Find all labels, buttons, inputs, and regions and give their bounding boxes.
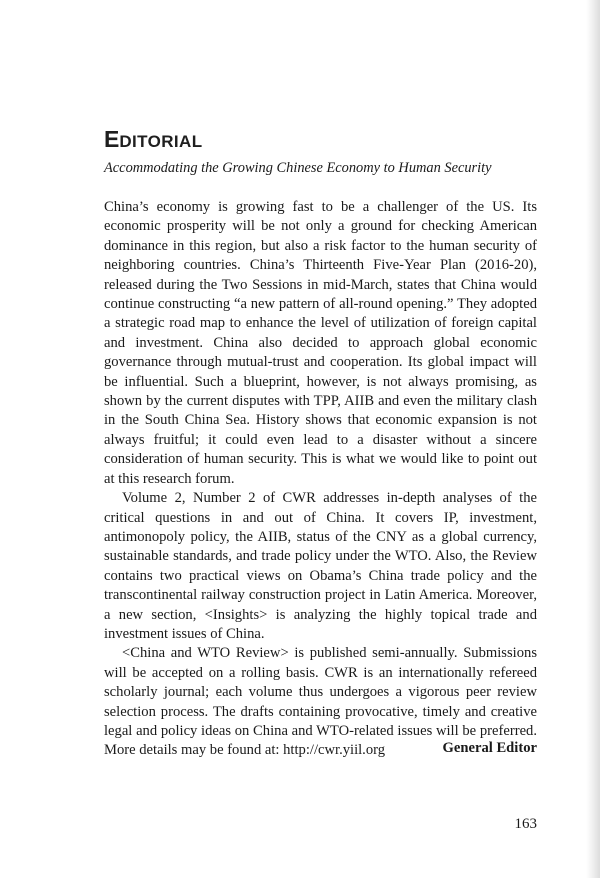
paragraph-2: Volume 2, Number 2 of CWR addresses in-depth analyses of the critical questions in and out of China. It covers IP, investment, antimonopoly policy, the AIIB, status of the CNY as a global currency, sustainable standards, and trade policy under the WTO. Also, the Review contains two practical views on Obama’s China trade policy and the transcontinental railway construction project in Latin America. Moreover, a new section, <Insights> is analyzing the highly topical trade and investment issues of China. bbox=[104, 490, 537, 642]
heading-initial: E bbox=[104, 126, 120, 152]
page-number: 163 bbox=[514, 816, 537, 832]
paragraph-1: China’s economy is growing fast to be a challenger of the US. Its economic prosperity will be not only a ground for checking American dominance in this region, but also a risk factor to the human security of neighboring countries. China’s Thirteenth Five-Year Plan (2016-20), released during the Two Sessions in mid-March, states that China would continue constructing “a new pattern of all-round opening.” They adopted a strategic road map to enhance the level of utilization of foreign capital and investment. China also decided to approach global economic governance through mutual-trust and cooperation. Its global impact will be influential. Such a blueprint, however, is not always promising, as shown by the current disputes with TPP, AIIB and even the military clash in the South China Sea. History shows that economic expansion is not always fruitful; it could even lead to a disaster without a sincere consideration of human security. This is what we would like to point out at this research forum. bbox=[104, 199, 537, 487]
editorial-subtitle: Accommodating the Growing Chinese Economy to Human Security bbox=[104, 160, 492, 176]
paragraph-3: <China and WTO Review> is published semi-annually. Submissions will be accepted on a rolling basis. CWR is an internationally refereed scholarly journal; each volume thus undergoes a vigorous peer review selection process. The drafts containing provocative, timely and creative legal and policy ideas on China and WTO-related issues will be preferred. More details may be found at: http://cwr.yiil.org bbox=[104, 645, 537, 759]
page-edge-shadow bbox=[586, 0, 600, 878]
page-heading bbox=[104, 120, 203, 152]
heading-rest: DITORIAL bbox=[119, 132, 203, 151]
signature: General Editor bbox=[442, 740, 537, 756]
editorial-body bbox=[104, 198, 537, 761]
